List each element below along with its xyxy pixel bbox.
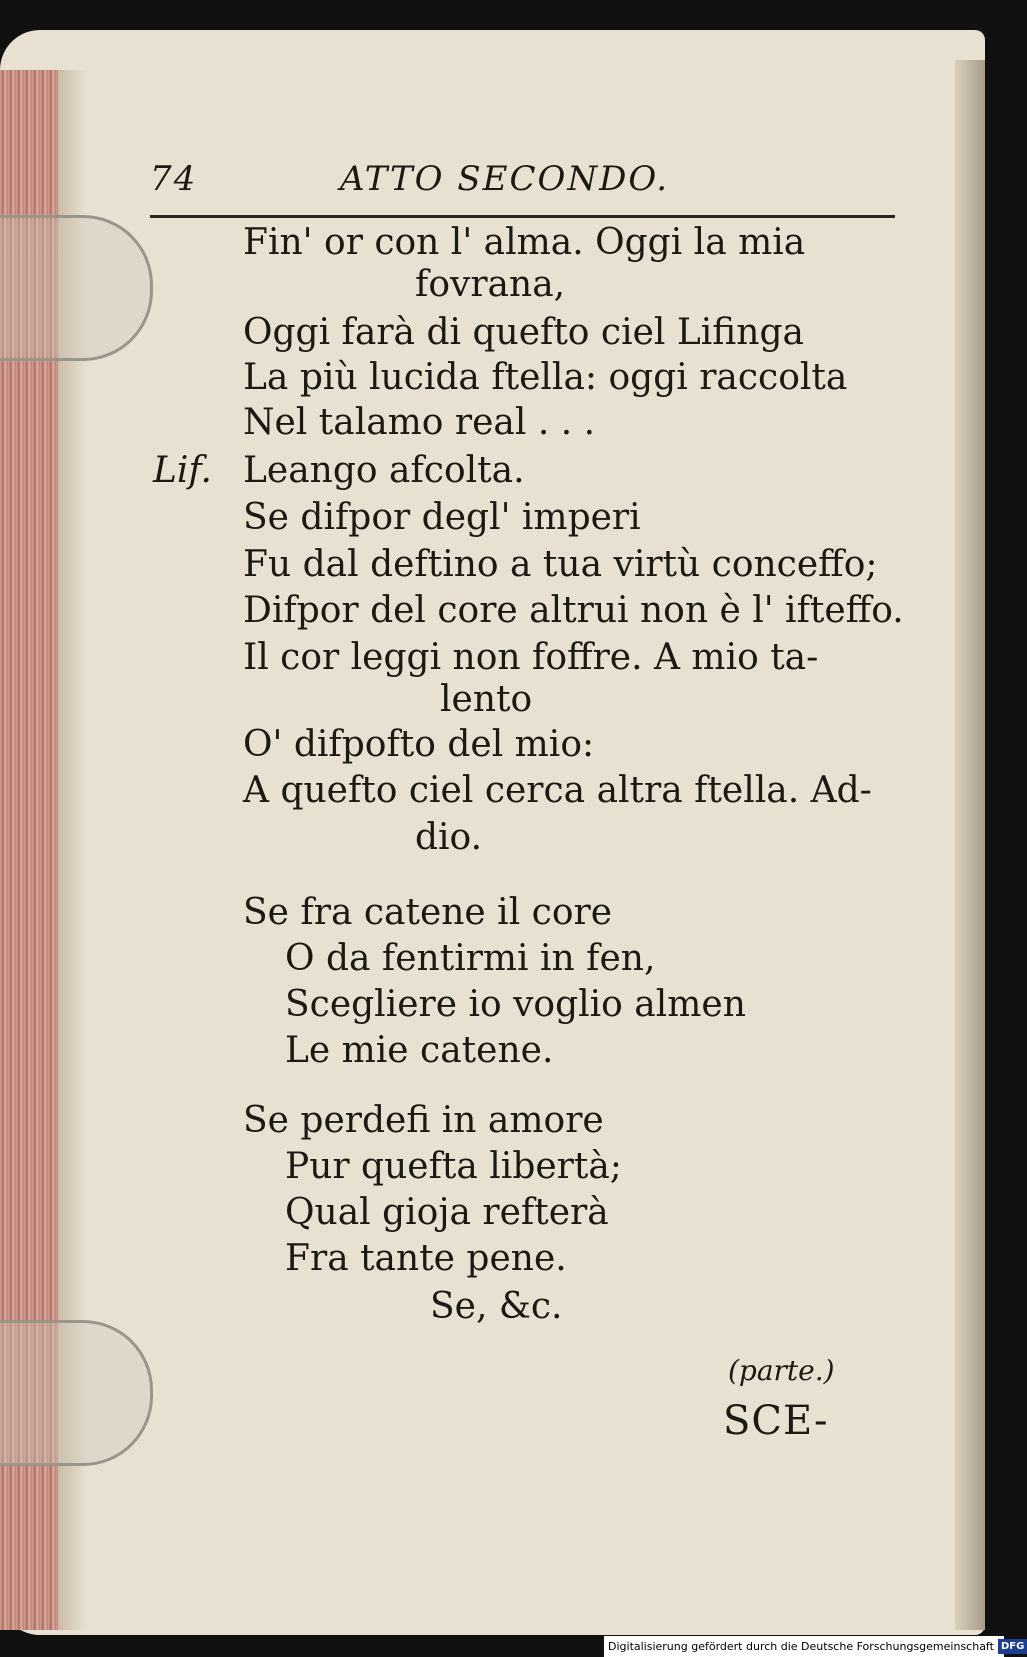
text-line: Oggi farà di quefto ciel Lifinga bbox=[243, 312, 804, 353]
aria-line: Qual gioja refterà bbox=[285, 1192, 609, 1233]
header-rule bbox=[150, 215, 895, 218]
page-clip-top bbox=[0, 215, 153, 361]
text-line: lento bbox=[440, 679, 533, 720]
aria-da-capo: Se, &c. bbox=[430, 1286, 563, 1327]
page-number: 74 bbox=[150, 159, 198, 199]
aria-line: Pur quefta libertà; bbox=[285, 1146, 622, 1187]
stage-direction: (parte.) bbox=[728, 1354, 835, 1387]
dfg-logo: DFG bbox=[998, 1639, 1027, 1654]
text-line: Difpor del core altrui non è l' ifteffo. bbox=[243, 590, 904, 631]
digitization-credit bbox=[604, 1636, 1025, 1657]
catchword: SCE- bbox=[723, 1398, 829, 1444]
text-line: dio. bbox=[415, 817, 483, 858]
text-line: Leango afcolta. bbox=[243, 450, 525, 491]
aria-line: Fra tante pene. bbox=[285, 1238, 567, 1279]
text-line: O' difpofto del mio: bbox=[243, 724, 595, 765]
credit-text: Digitalisierung gefördert durch die Deutsche Forschungsgemeinschaft bbox=[608, 1640, 994, 1653]
text-line: fovrana, bbox=[415, 264, 566, 305]
aria-line: Se fra catene il core bbox=[243, 892, 612, 933]
page-clip-bottom bbox=[0, 1320, 153, 1466]
text-line: A quefto ciel cerca altra ftella. Ad- bbox=[243, 770, 872, 811]
text-line: Nel talamo real . . . bbox=[243, 402, 596, 443]
text-line: Il cor leggi non foffre. A mio ta- bbox=[243, 637, 819, 678]
aria-line: Le mie catene. bbox=[285, 1030, 554, 1071]
speaker-label: Lif. bbox=[153, 450, 212, 491]
aria-line: Se perdefi in amore bbox=[243, 1100, 604, 1141]
aria-line: O da fentirmi in fen, bbox=[285, 938, 656, 979]
text-line: Se difpor degl' imperi bbox=[243, 497, 641, 538]
page-edge-right bbox=[955, 60, 985, 1630]
aria-line: Scegliere io voglio almen bbox=[285, 984, 746, 1025]
running-title: ATTO SECONDO. bbox=[340, 159, 670, 199]
text-line: La più lucida ftella: oggi raccolta bbox=[243, 357, 848, 398]
text-line: Fin' or con l' alma. Oggi la mia bbox=[243, 222, 806, 263]
text-line: Fu dal deftino a tua virtù conceffo; bbox=[243, 544, 878, 585]
